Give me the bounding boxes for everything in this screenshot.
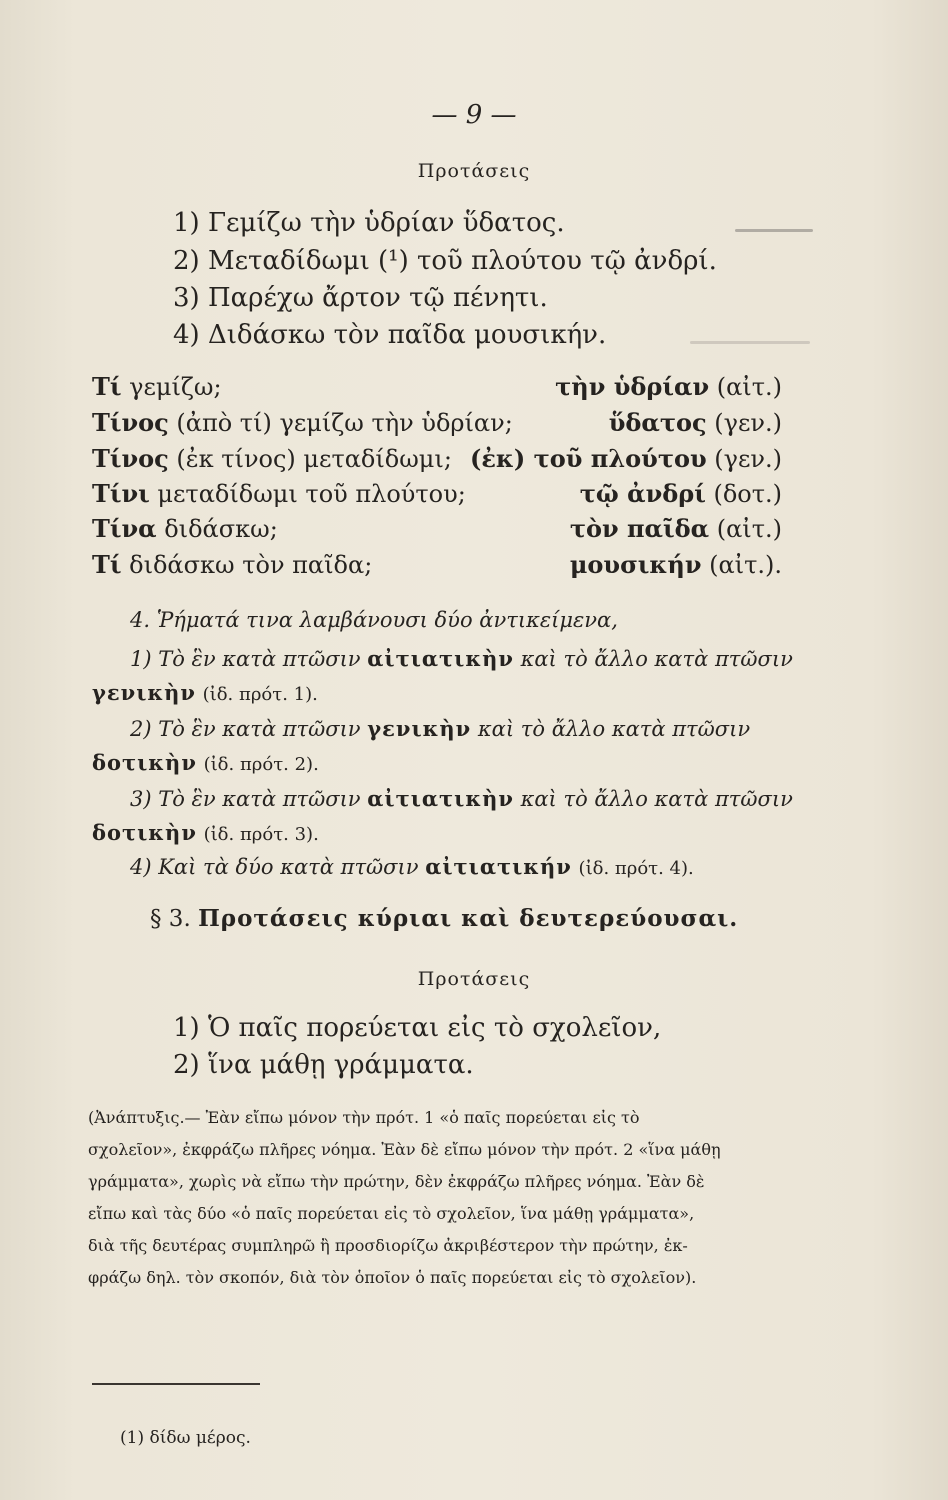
ink-smudge (735, 229, 813, 232)
rule-item-2: 2) Τὸ ἓν κατὰ πτῶσιν γενικὴν καὶ τὸ ἄλλο κατὰ πτῶσιν (130, 716, 751, 741)
footnote: (1) δίδω μέρος. (120, 1428, 251, 1448)
rule-title: 4. Ῥήματά τινα λαμβάνουσι δύο ἀντικείμενα, (130, 608, 618, 632)
rule-item-3: 3) Τὸ ἓν κατὰ πτῶσιν αἰτιατικὴν καὶ τὸ ἄλλο κατὰ πτῶσιν (130, 786, 793, 811)
sentence-2: 2) Μεταδίδωμι (¹) τοῦ πλούτου τῷ ἀνδρί. (173, 246, 717, 276)
explanation-line: διὰ τῆς δευτέρας συμπληρῶ ἢ προσδιορίζω ἀκριβέστερον τὴν πρώτην, ἐκ- (88, 1236, 688, 1255)
explanation-line: εἴπω καὶ τὰς δύο «ὁ παῖς πορεύεται εἰς τὸ σχολεῖον, ἵνα μάθῃ γράμματα», (88, 1204, 695, 1223)
section-heading: § 3. Προτάσεις κύριαι καὶ δευτερεύουσαι. (150, 905, 739, 932)
rule-item-1-cont: γενικὴν (ἰδ. πρότ. 1). (92, 680, 318, 705)
heading-protaseis: Προτάσεις (417, 160, 531, 182)
question-row: Τί διδάσκω τὸν παῖδα; μουσικήν (αἰτ.). (92, 550, 782, 579)
heading-protaseis-2: Προτάσεις (417, 968, 531, 990)
question-row: Τίνος (ἀπὸ τί) γεμίζω τὴν ὑδρίαν; ὕδατος (γεν.) (92, 408, 782, 437)
question-row: Τίνι μεταδίδωμι τοῦ πλούτου; τῷ ἀνδρί (δοτ.) (92, 479, 782, 508)
question-row: Τίνα διδάσκω; τὸν παῖδα (αἰτ.) (92, 514, 782, 543)
footnote-divider (92, 1383, 260, 1385)
sentence-1: 1) Γεμίζω τὴν ὑδρίαν ὕδατος. (173, 208, 565, 238)
rule-item-4: 4) Καὶ τὰ δύο κατὰ πτῶσιν αἰτιατικήν (ἰδ. πρότ. 4). (130, 854, 694, 879)
page-number: — 9 — (431, 100, 517, 130)
rule-item-1: 1) Τὸ ἓν κατὰ πτῶσιν αἰτιατικὴν καὶ τὸ ἄλλο κατὰ πτῶσιν (130, 646, 793, 671)
explanation-line: σχολεῖον», ἐκφράζω πλῆρες νόημα. Ἐὰν δὲ εἴπω μόνον τὴν πρότ. 2 «ἵνα μάθῃ (88, 1140, 721, 1159)
explanation-line: γράμματα», χωρὶς νὰ εἴπω τὴν πρώτην, δὲν ἐκφράζω πλῆρες νόημα. Ἐὰν δὲ (88, 1172, 705, 1191)
explanation-line: φράζω δηλ. τὸν σκοπόν, διὰ τὸν ὁποῖον ὁ παῖς πορεύεται εἰς τὸ σχολεῖον). (88, 1268, 697, 1287)
sentence-4: 4) Διδάσκω τὸν παῖδα μουσικήν. (173, 320, 607, 350)
sentence2-1: 1) Ὁ παῖς πορεύεται εἰς τὸ σχολεῖον, (173, 1013, 662, 1043)
explanation-line: (Ἀνάπτυξις.— Ἐὰν εἴπω μόνον τὴν πρότ. 1 «ὁ παῖς πορεύεται εἰς τὸ (88, 1108, 640, 1127)
rule-item-2-cont: δοτικὴν (ἰδ. πρότ. 2). (92, 750, 319, 775)
sentence2-2: 2) ἵνα μάθῃ γράμματα. (173, 1050, 474, 1080)
question-row: Τί γεμίζω; τὴν ὑδρίαν (αἰτ.) (92, 372, 782, 401)
sentence-3: 3) Παρέχω ἄρτον τῷ πένητι. (173, 283, 548, 313)
question-row: Τίνος (ἐκ τίνος) μεταδίδωμι; (ἐκ) τοῦ πλούτου (γεν.) (92, 444, 782, 473)
ink-smudge (690, 341, 810, 344)
rule-item-3-cont: δοτικὴν (ἰδ. πρότ. 3). (92, 820, 319, 845)
